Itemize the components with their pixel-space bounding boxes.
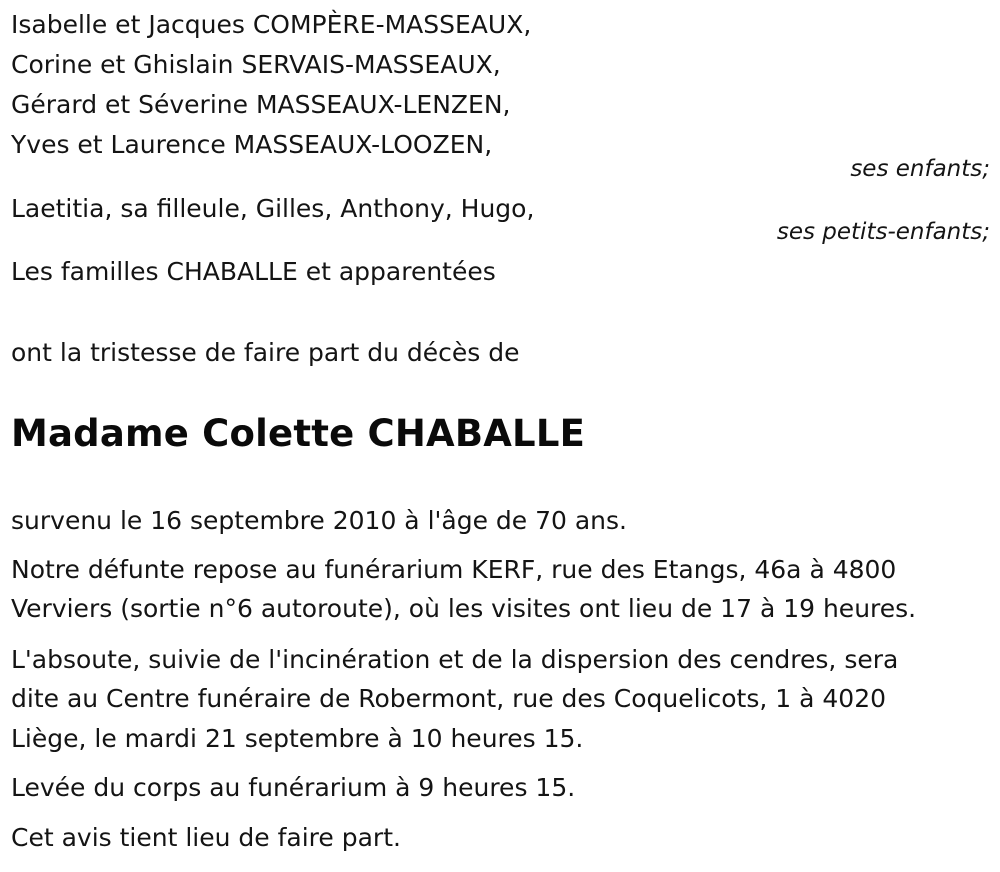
- ceremony-line-2: dite au Centre funéraire de Robermont, rue des Coquelicots, 1 à 4020: [11, 684, 886, 713]
- announcement-line: ont la tristesse de faire part du décès de: [11, 338, 520, 367]
- closing-line: Cet avis tient lieu de faire part.: [11, 823, 401, 852]
- grandchildren-line: Laetitia, sa filleule, Gilles, Anthony, Hugo,: [11, 194, 535, 223]
- levee-line: Levée du corps au funérarium à 9 heures 15.: [11, 773, 576, 802]
- grandchildren-label: ses petits-enfants;: [776, 219, 990, 245]
- child-couple-2: Corine et Ghislain SERVAIS-MASSEAUX,: [11, 50, 501, 79]
- ceremony-line-1: L'absoute, suivie de l'incinération et de la dispersion des cendres, sera: [11, 645, 899, 674]
- death-info: survenu le 16 septembre 2010 à l'âge de 70 ans.: [11, 506, 627, 535]
- child-couple-4: Yves et Laurence MASSEAUX-LOOZEN,: [11, 130, 493, 159]
- deceased-name: Madame Colette CHABALLE: [11, 412, 586, 455]
- child-couple-3: Gérard et Séverine MASSEAUX-LENZEN,: [11, 90, 511, 119]
- ceremony-line-3: Liège, le mardi 21 septembre à 10 heures 15.: [11, 724, 584, 753]
- repose-line-1: Notre défunte repose au funérarium KERF, rue des Etangs, 46a à 4800: [11, 555, 897, 584]
- child-couple-1: Isabelle et Jacques COMPÈRE-MASSEAUX,: [11, 10, 532, 39]
- families-line: Les familles CHABALLE et apparentées: [11, 257, 496, 286]
- repose-line-2: Verviers (sortie n°6 autoroute), où les visites ont lieu de 17 à 19 heures.: [11, 594, 917, 623]
- children-label: ses enfants;: [850, 156, 990, 182]
